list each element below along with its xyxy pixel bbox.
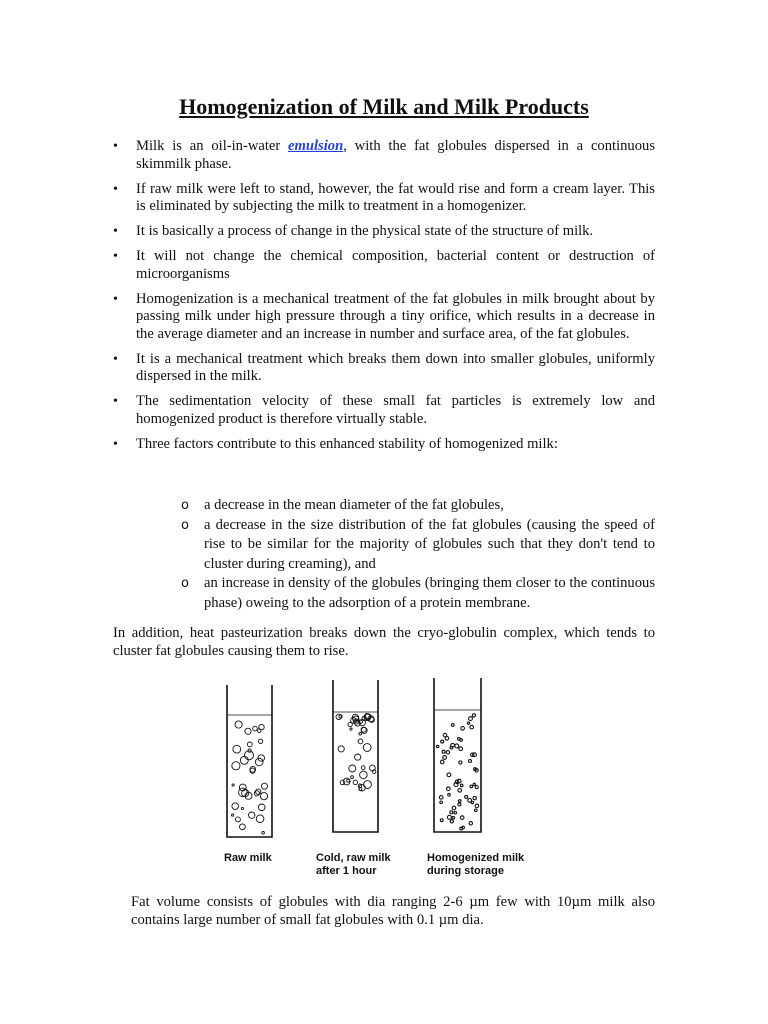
bullet-icon: •	[113, 249, 118, 264]
fat-globule	[470, 725, 474, 729]
fat-globule	[470, 785, 473, 788]
fat-globule	[458, 803, 461, 806]
bullet-text: It is basically a process of change in the physical state of the structure of milk.	[136, 223, 594, 239]
fat-globule	[475, 809, 478, 812]
fat-globule	[240, 824, 246, 830]
fat-globule	[461, 727, 465, 731]
fat-globule	[364, 781, 372, 789]
fat-globule	[448, 793, 451, 796]
cold-raw-milk-caption-line2: after 1 hour	[316, 865, 377, 877]
page-title: Homogenization of Milk and Milk Products	[179, 94, 589, 119]
fat-globule	[450, 820, 453, 823]
fat-globule	[439, 796, 443, 800]
bullet-list	[113, 138, 655, 461]
fat-globule	[459, 747, 463, 751]
fat-globule	[447, 815, 451, 819]
fat-globule	[443, 756, 447, 760]
fat-globule	[240, 756, 248, 764]
bullet-icon: •	[113, 224, 118, 239]
fat-volume-paragraph: Fat volume consists of globules with dia ranging 2-6 µm few with 10µm milk also contains large number of small fat globules with 0.1 µm dia.	[131, 894, 655, 928]
fat-globule	[256, 789, 261, 794]
sub-bullet-text: a decrease in the size distribution of the fat globules (causing the speed of rise to be similar for the majority of globules such that they don't tend to cluster during creaming), and	[204, 516, 655, 572]
homogenized-milk-caption-line2: during storage	[427, 865, 505, 877]
cold-raw-milk-tube	[333, 680, 378, 832]
fat-globule	[467, 722, 469, 724]
bullet-text: It will not change the chemical composition, bacterial content or destruction of microorganisms	[136, 248, 655, 282]
bullet-text: It is a mechanical treatment which breaks them down into smaller globules, uniformly dispersed in the milk.	[136, 350, 655, 384]
fat-globule	[460, 784, 463, 787]
list-item	[113, 181, 655, 216]
homogenized-milk-tube	[434, 678, 481, 832]
fat-globule	[446, 751, 449, 754]
homogenization-figure	[210, 675, 550, 885]
fat-globule	[247, 742, 252, 747]
fat-globule	[232, 784, 234, 786]
fat-globule	[454, 811, 457, 814]
cold-raw-milk-caption: Cold, raw milk	[316, 852, 391, 864]
pasteurization-paragraph: In addition, heat pasteurization breaks down the cryo-globulin complex, which tends to cluster fat globules causing them to rise.	[113, 625, 655, 659]
fat-globule	[351, 776, 354, 779]
bullet-icon: •	[113, 436, 118, 452]
sub-bullet-text: a decrease in the mean diameter of the fat globules,	[204, 497, 504, 513]
list-item	[113, 248, 655, 283]
fat-globule	[450, 811, 453, 814]
bullet-icon: •	[113, 351, 118, 367]
bullet-text: If raw milk were left to stand, however, the fat would rise and form a cream layer. This is eliminated by subjecting the milk to treatment in a homogenizer.	[136, 180, 655, 214]
fat-globule	[347, 779, 350, 782]
fat-globule	[469, 760, 472, 763]
fat-globule	[473, 796, 476, 799]
bullet-text: The sedimentation velocity of these small fat particles is extremely low and homogenized product is therefore virtually stable.	[136, 393, 655, 427]
fat-globule	[460, 739, 463, 742]
homogenized-milk-caption: Homogenized milk	[427, 852, 525, 864]
fat-globule	[359, 733, 362, 736]
fat-globule	[235, 721, 242, 728]
raw-milk-tube	[227, 685, 272, 837]
fat-globule	[440, 819, 443, 822]
fat-globule	[349, 765, 356, 772]
fat-globule	[259, 724, 264, 729]
fat-globule	[358, 739, 363, 744]
fat-globule	[468, 799, 472, 803]
bullet-icon: •	[113, 291, 118, 307]
fat-globule	[455, 744, 459, 748]
fat-globule	[475, 786, 478, 789]
fat-globule	[340, 780, 345, 785]
fat-globule	[458, 800, 461, 803]
fat-globule	[245, 728, 251, 734]
fat-globule	[241, 807, 243, 809]
fat-globule	[253, 726, 258, 731]
fat-globule	[260, 793, 267, 800]
sub-bullet-list	[181, 496, 655, 614]
fat-globule	[355, 754, 361, 760]
list-item	[113, 351, 655, 386]
fat-globule	[459, 761, 462, 764]
fat-globule	[361, 766, 365, 770]
fat-globule	[460, 816, 464, 820]
fat-globule	[258, 739, 262, 743]
sub-bullet-text: an increase in density of the globules (bringing them closer to the continuous phase) oweing to the adsorption of a protein membrane.	[204, 575, 655, 611]
fat-globule	[472, 714, 475, 717]
fat-globule	[451, 724, 454, 727]
list-item	[113, 138, 655, 173]
circle-bullet-icon: o	[181, 498, 189, 513]
sub-list-item	[181, 516, 655, 575]
fat-globule	[443, 733, 447, 737]
fat-globule	[254, 791, 259, 796]
raw-milk-caption: Raw milk	[224, 852, 272, 864]
list-item	[113, 436, 655, 454]
bullet-icon: •	[113, 139, 118, 154]
bullet-text: Homogenization is a mechanical treatment of the fat globules in milk brought about by passing milk under high pressure through a tiny orifice, which results in a decrease in the average diameter and an increase in number and surface area, of the fat globules.	[136, 290, 655, 342]
sub-list-item	[181, 496, 655, 516]
fat-globule	[473, 783, 475, 785]
fat-globule	[232, 762, 240, 770]
fat-globule	[262, 783, 268, 789]
circle-bullet-icon: o	[181, 517, 189, 533]
fat-globule	[475, 804, 479, 808]
fat-globule	[363, 744, 371, 752]
fat-globule	[232, 814, 234, 816]
fat-globule	[437, 745, 439, 747]
sub-list-item	[181, 574, 655, 613]
fat-globule	[262, 831, 265, 834]
fat-globule	[442, 750, 445, 753]
fat-globule	[447, 787, 451, 791]
fat-globule	[462, 826, 465, 829]
fat-globule	[255, 758, 263, 766]
fat-globule	[441, 740, 444, 743]
fat-globule	[465, 795, 468, 798]
fat-globule	[235, 817, 240, 822]
fat-globule	[258, 804, 265, 811]
bullet-icon: •	[113, 394, 118, 409]
fat-globule	[338, 746, 344, 752]
bullet-text: Three factors contribute to this enhanced stability of homogenized milk:	[136, 435, 558, 452]
fat-globule	[440, 801, 443, 804]
fat-globule	[348, 722, 352, 726]
fat-globule	[452, 806, 456, 810]
fat-globule	[440, 760, 444, 764]
fat-globule	[469, 717, 473, 721]
fat-globule	[233, 745, 241, 753]
fat-globule	[353, 780, 357, 784]
list-item	[113, 393, 655, 428]
fat-globule	[232, 803, 239, 810]
emulsion-link[interactable]: emulsion	[288, 138, 344, 154]
fat-globule	[447, 773, 451, 777]
bullet-text-before: Milk is an oil-in-water	[136, 138, 289, 154]
fat-globule	[458, 789, 462, 793]
list-item	[113, 291, 655, 344]
bullet-icon: •	[113, 181, 118, 197]
fat-globule	[469, 822, 472, 825]
fat-globule	[452, 816, 455, 819]
fat-globule	[360, 771, 368, 779]
bullet-text-after: , with the fat globules dispersed in a continuous skimmilk phase.	[136, 138, 655, 172]
fat-globule	[256, 815, 264, 823]
fat-globule	[350, 728, 352, 730]
fat-globule	[249, 812, 255, 818]
circle-bullet-icon: o	[181, 576, 189, 592]
list-item	[113, 223, 655, 241]
